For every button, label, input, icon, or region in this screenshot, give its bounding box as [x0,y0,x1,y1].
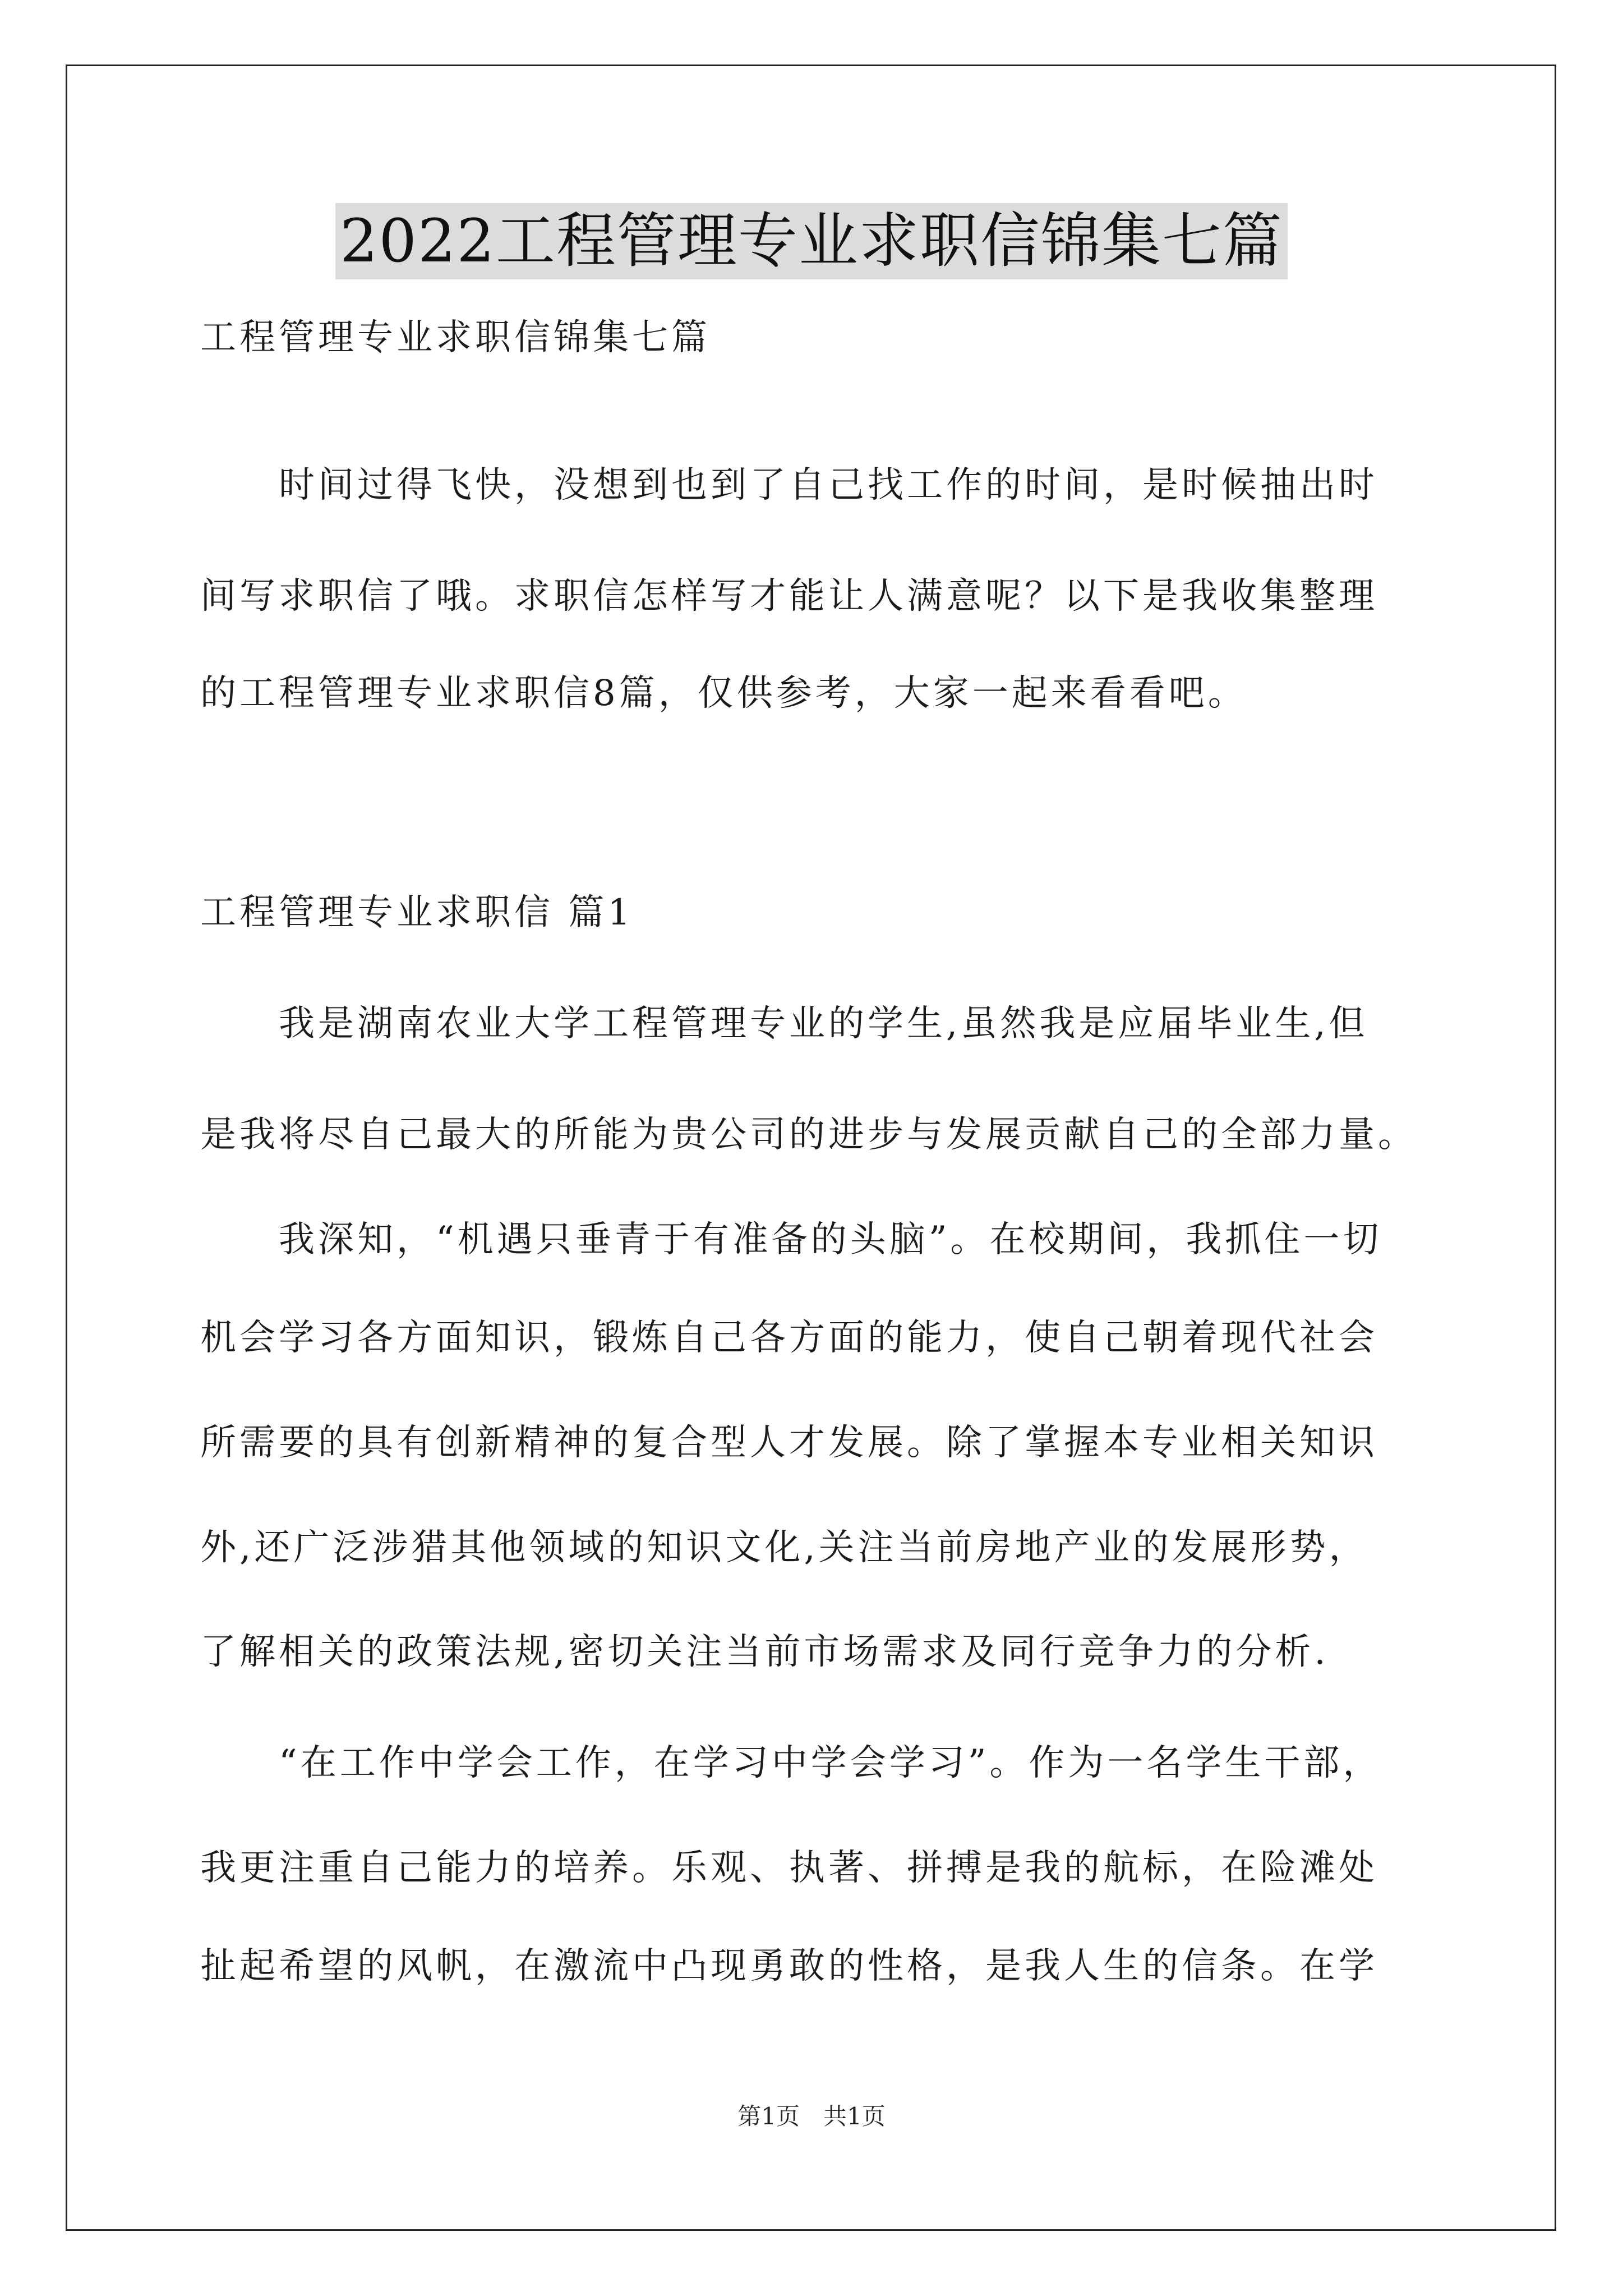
body-line-5: 所需要的具有创新精神的复合型人才发展。除了掌握本专业相关知识 [200,1422,1378,1464]
body-line-4: 机会学习各方面知识，锻炼自己各方面的能力，使自己朝着现代社会 [200,1317,1378,1359]
body-line-3: 我深知，“机遇只垂青于有准备的头脑”。在校期间，我抓住一切 [200,1219,1382,1260]
intro-line-1: 时间过得飞快，没想到也到了自己找工作的时间，是时候抽出时 [200,464,1378,506]
document-title: 2022工程管理专业求职信锦集七篇 [335,203,1288,279]
body-line-8: “在工作中学会工作，在学习中学会学习”。作为一名学生干部， [200,1742,1382,1784]
intro-line-3: 的工程管理专业求职信8篇，仅供参考，大家一起来看看吧。 [200,673,1247,714]
subtitle-line: 工程管理专业求职信锦集七篇 [200,317,711,358]
section-heading: 工程管理专业求职信 篇1 [200,892,634,933]
body-line-6: 外,还广泛涉猎其他领域的知识文化,关注当前房地产业的发展形势， [200,1527,1368,1568]
body-line-10: 扯起希望的风帆，在激流中凸现勇敢的性格，是我人生的信条。在学 [200,1945,1378,1987]
intro-line-2: 间写求职信了哦。求职信怎样写才能让人满意呢？以下是我收集整理 [200,576,1378,617]
body-line-7: 了解相关的政策法规,密切关注当前市场需求及同行竞争力的分析. [200,1631,1329,1673]
page-footer: 第1页 共1页 [737,2102,886,2130]
body-line-2: 是我将尽自己最大的所能为贵公司的进步与发展贡献自己的全部力量。 [200,1114,1417,1156]
body-line-9: 我更注重自己能力的培养。乐观、执著、拼搏是我的航标，在险滩处 [200,1847,1378,1889]
title-container [0,203,1623,279]
body-line-1: 我是湖南农业大学工程管理专业的学生,虽然我是应届毕业生,但 [200,1003,1368,1045]
